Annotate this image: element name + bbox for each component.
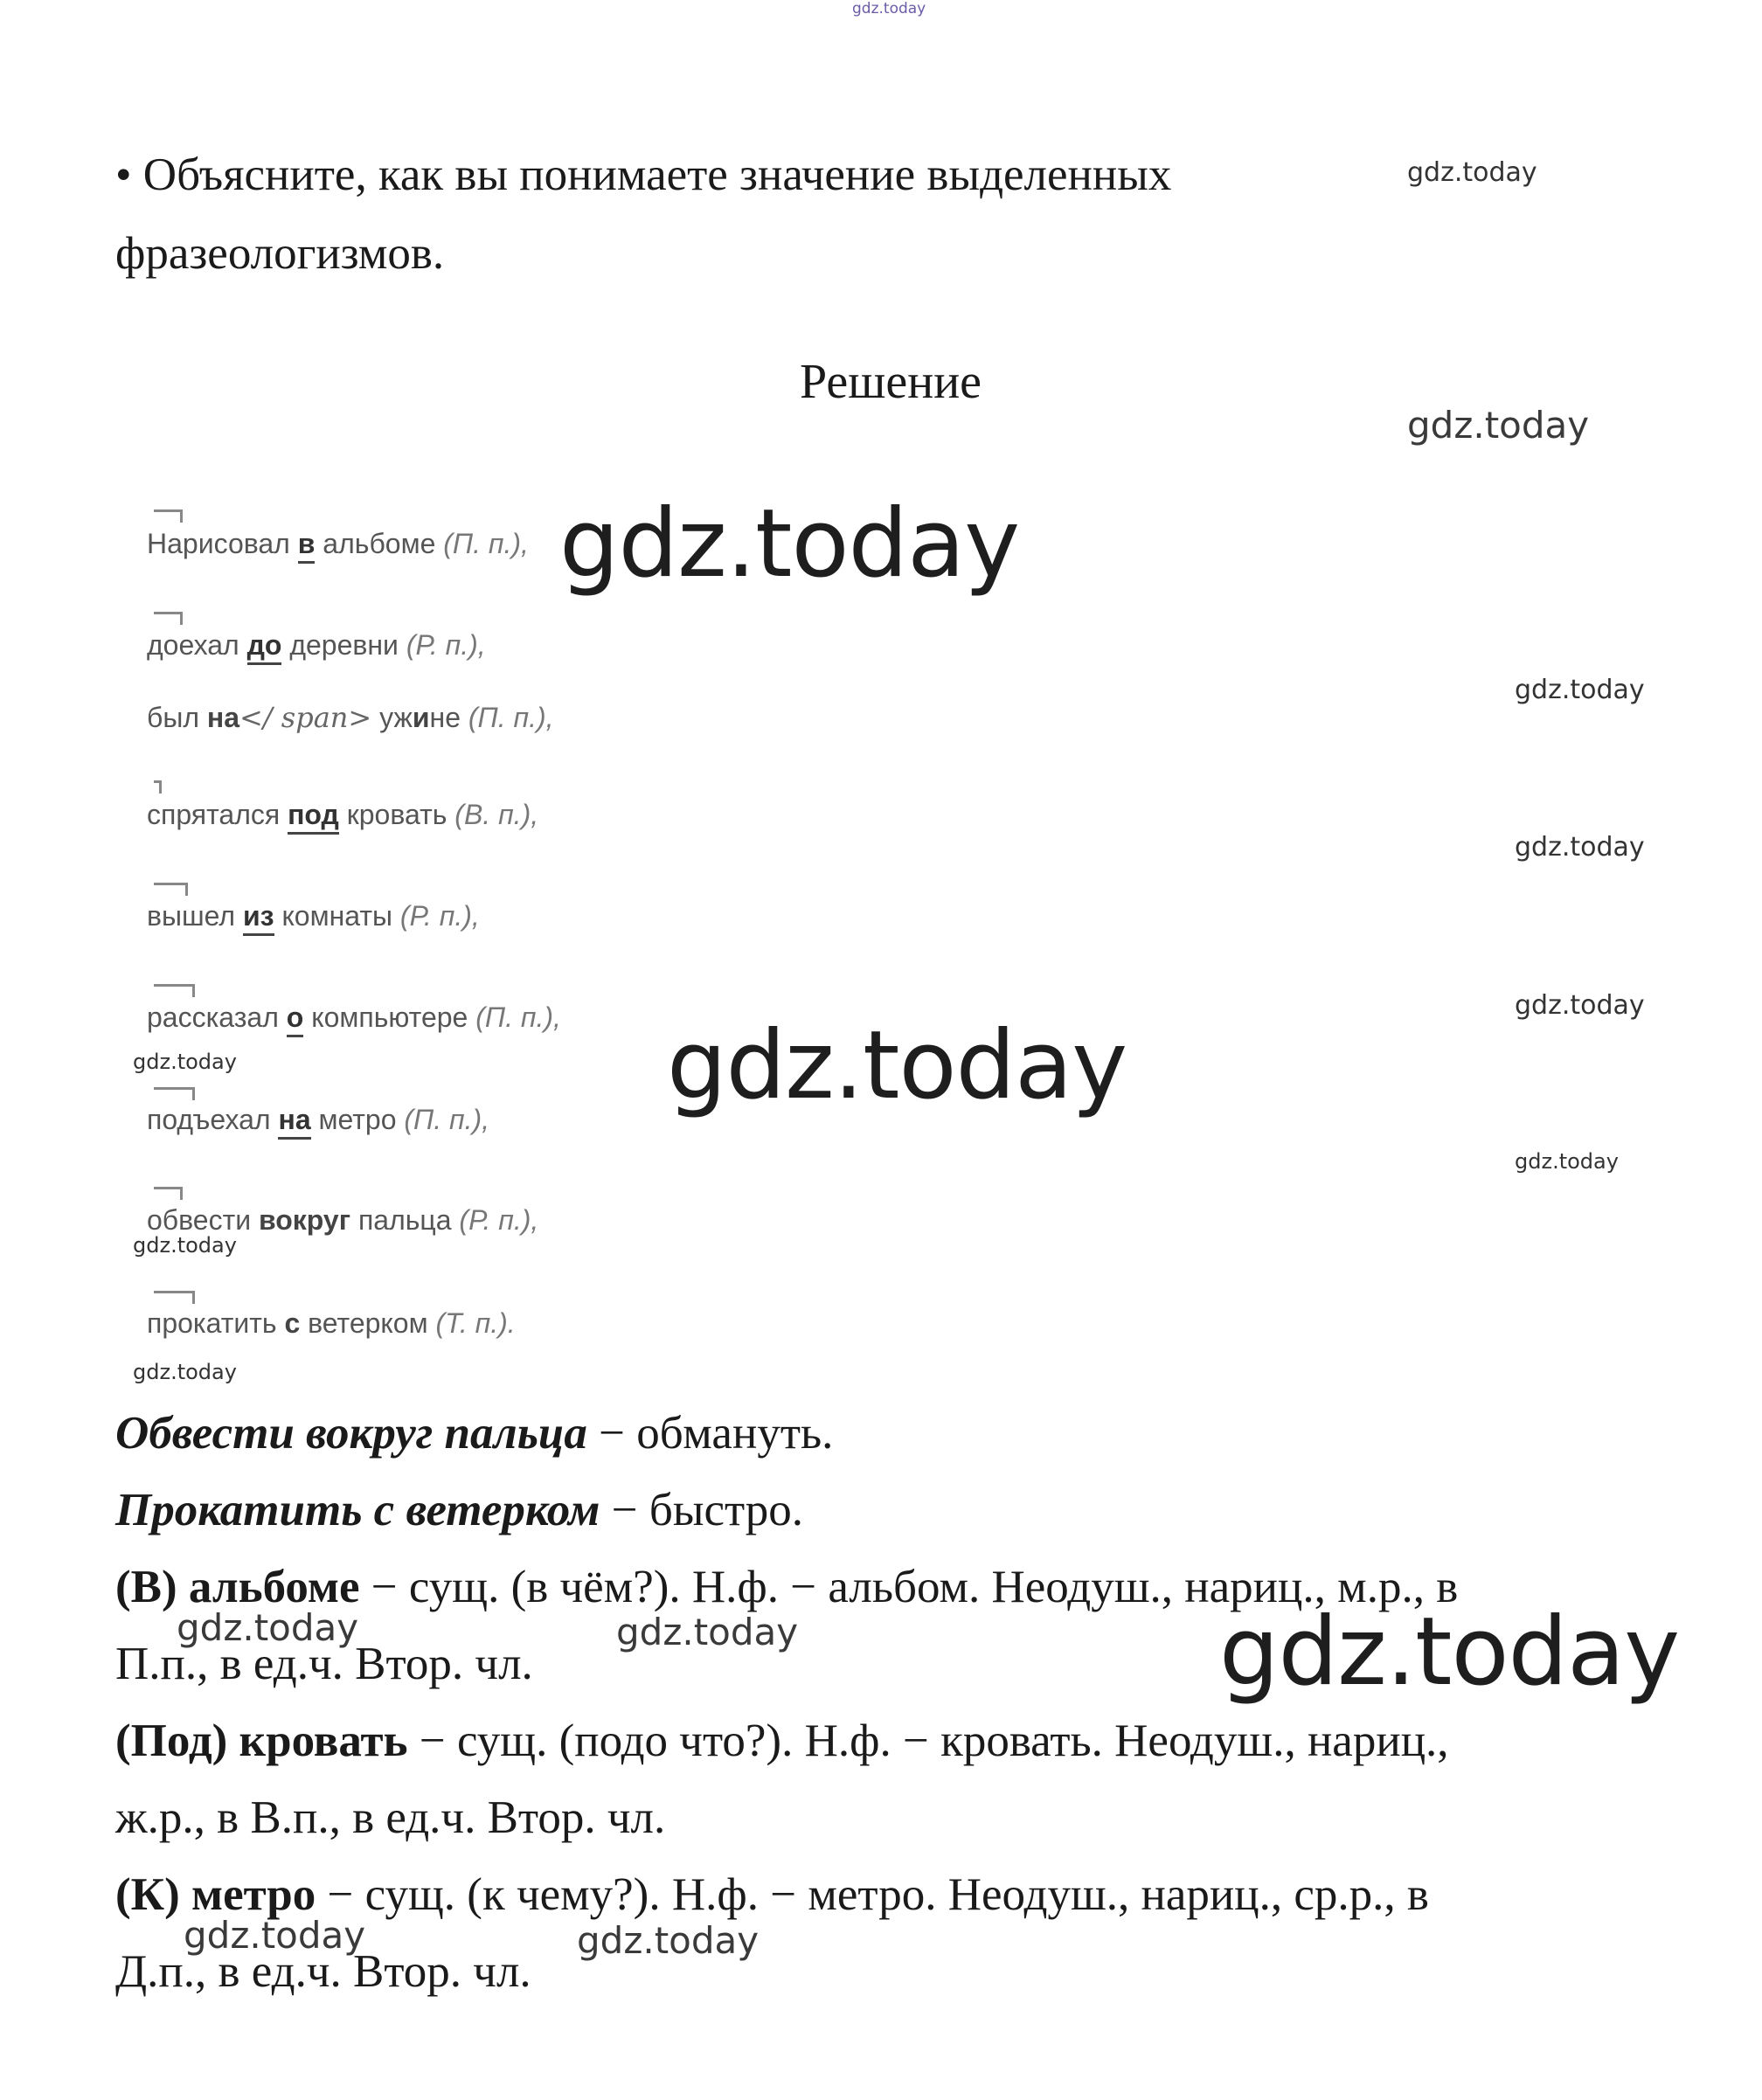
watermark: gdz.today (1515, 832, 1645, 863)
example-line: рассказал о компьютере (П. п.), (147, 1001, 561, 1034)
example-line: вышел из комнаты (Р. п.), (147, 900, 480, 932)
analysis-line: Д.п., в ед.ч. Втор. чл. (115, 1946, 531, 1997)
watermark: gdz.today (177, 1606, 359, 1649)
header-watermark: gdz.today (852, 0, 926, 17)
morpheme-mark (154, 1087, 195, 1100)
watermark: gdz.today (184, 1914, 366, 1957)
watermark: gdz.today (133, 1050, 237, 1074)
example-line: прокатить с ветерком (Т. п.). (147, 1307, 516, 1339)
analysis-line: (Под) кровать − сущ. (подо что?). Н.ф. − кровать. Неодуш., нариц., (115, 1715, 1449, 1766)
example-line: обвести вокруг пальца (Р. п.), (147, 1204, 539, 1236)
example-line: подъехал на метро (П. п.), (147, 1104, 489, 1136)
morpheme-mark (154, 984, 195, 997)
analysis-line: (К) метро − сущ. (к чему?). Н.ф. − метро. Неодуш., нариц., ср.р., в (115, 1869, 1429, 1920)
watermark: gdz.today (1407, 157, 1537, 188)
phraseologism-line: Прокатить с ветерком − быстро. (115, 1485, 804, 1535)
watermark: gdz.today (559, 489, 1020, 599)
watermark: gdz.today (577, 1919, 760, 1962)
analysis-line: П.п., в ед.ч. Втор. чл. (115, 1639, 533, 1689)
morpheme-mark (154, 509, 183, 523)
task-line-2: фразеологизмов. (115, 228, 445, 279)
example-line: Нарисовал в альбоме (П. п.), (147, 528, 529, 560)
analysis-line: ж.р., в В.п., в ед.ч. Втор. чл. (115, 1792, 666, 1843)
analysis-line: (В) альбоме − сущ. (в чём?). Н.ф. − альбом. Неодуш., нариц., м.р., в (115, 1562, 1459, 1612)
watermark: gdz.today (133, 1360, 237, 1384)
task-line-1: • Объясните, как вы понимаете значение выделенных (115, 149, 1172, 200)
watermark: gdz.today (133, 1233, 237, 1258)
watermark: gdz.today (1515, 990, 1645, 1021)
example-line: доехал до деревни (Р. п.), (147, 629, 486, 662)
watermark: gdz.today (667, 1011, 1127, 1120)
watermark: gdz.today (1515, 1149, 1619, 1174)
morpheme-mark (154, 1187, 183, 1200)
watermark: gdz.today (1515, 675, 1645, 705)
watermark: gdz.today (1219, 1598, 1680, 1707)
phraseologism-line: Обвести вокруг пальца − обмануть. (115, 1408, 834, 1459)
morpheme-mark (154, 612, 183, 625)
morpheme-mark (154, 780, 162, 794)
example-line: был на</ span> ужине (П. п.), (147, 701, 554, 734)
morpheme-mark (154, 1291, 195, 1304)
watermark: gdz.today (616, 1611, 799, 1653)
watermark: gdz.today (1407, 404, 1590, 447)
solution-heading: Решение (800, 355, 982, 409)
example-line: спрятался под кровать (В. п.), (147, 799, 538, 831)
morpheme-mark (154, 883, 188, 896)
